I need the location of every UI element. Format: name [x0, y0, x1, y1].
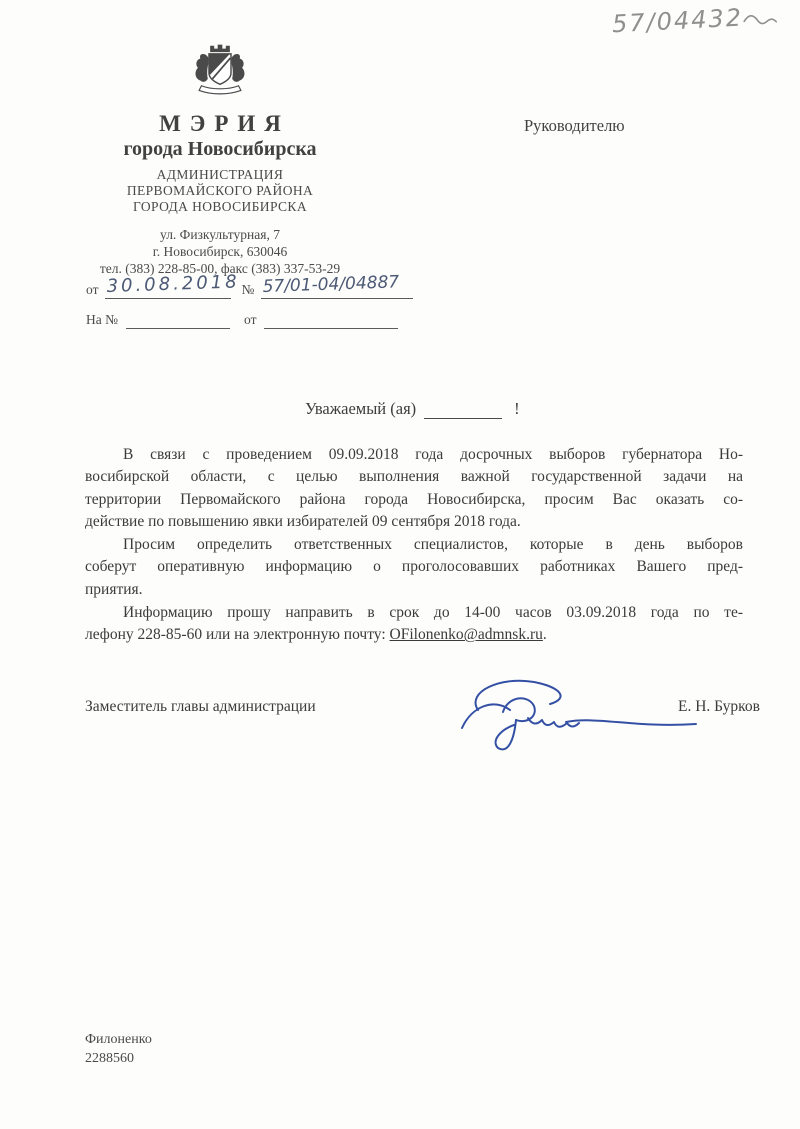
department-line: ПЕРВОМАЙСКОГО РАЙОНА — [126, 183, 314, 198]
paragraph-2 — [85, 534, 743, 601]
signature-row — [85, 698, 760, 716]
salutation-line — [305, 399, 520, 419]
incoming-reference-row — [86, 311, 406, 329]
body-line: территории Первомайского района города Новосибирска, просим Вас оказать со- — [85, 490, 743, 508]
handwritten-date: 30.08.2018 — [106, 271, 241, 297]
recipient-label: Руководителю — [524, 116, 625, 135]
handwritten-registration-number — [611, 2, 777, 39]
novosibirsk-coat-of-arms-icon — [191, 42, 249, 104]
body-line: Информацию прошу направить в срок до 14-00 часов 03.09.2018 года по те- — [123, 604, 743, 622]
body-line: действие по повышению явки избирателей 09 сентября 2018 года. — [85, 512, 521, 530]
in-num-label: На № — [86, 312, 118, 327]
city-postcode: г. Новосибирск, 630046 — [152, 244, 288, 259]
body-line-period: . — [542, 626, 547, 644]
body-line: соберут оперативную информацию о проголосовавших работниках Вашего пред- — [85, 558, 743, 576]
number-blank-line — [261, 272, 413, 299]
department-block — [48, 167, 392, 215]
executor-block — [85, 1030, 152, 1068]
signer-position-title: Заместитель главы администрации — [85, 698, 316, 715]
date-blank-line — [105, 271, 241, 299]
body-line: восибирской области, с целью выполнения важной государственной задачи на — [85, 468, 743, 486]
incoming-number-blank — [126, 311, 230, 329]
org-name-city: города Новосибирска — [123, 138, 317, 160]
street-address: ул. Физкультурная, 7 — [160, 227, 280, 242]
in-from-label: от — [244, 312, 257, 327]
letterhead — [48, 42, 392, 277]
letter-body — [85, 444, 743, 648]
paragraph-3 — [85, 602, 743, 647]
name-blank-line — [424, 401, 502, 419]
org-name: МЭРИЯ — [159, 111, 290, 136]
body-line: Просим определить ответственных специалистов, которые в день выборов — [123, 536, 743, 554]
department-line: ГОРОДА НОВОСИБИРСКА — [132, 199, 307, 214]
phone-fax-line: тел. (383) 228-85-00, факс (383) 337-53-29 — [99, 261, 341, 276]
handwritten-outgoing-number: 57/01-04/04887 — [262, 272, 400, 297]
body-line: В связи с проведением 09.09.2018 года досрочных выборов губернатора Но- — [123, 446, 743, 463]
pen-flourish — [743, 12, 778, 30]
executor-name: Филоненко — [85, 1032, 152, 1047]
out-from-label: от — [86, 282, 99, 297]
salutation-text: Уважаемый (ая) — [305, 399, 417, 418]
salutation-exclamation: ! — [514, 399, 520, 418]
body-line-text: лефону 228-85-60 или на электронную почту: — [85, 626, 390, 644]
address-block — [48, 226, 392, 277]
department-line: АДМИНИСТРАЦИЯ — [156, 167, 284, 182]
signer-name: Е. Н. Бурков — [678, 698, 760, 715]
registration-number-text: 57/04432 — [611, 3, 744, 39]
paragraph-1 — [85, 444, 743, 533]
body-line: приятия. — [85, 580, 143, 598]
executor-phone: 2288560 — [85, 1051, 134, 1066]
email-address: OFilonenko@admnsk.ru — [389, 626, 543, 644]
number-sign-label: № — [241, 282, 255, 297]
outgoing-reference-row — [86, 271, 422, 299]
incoming-date-blank — [264, 311, 398, 329]
body-line — [85, 624, 743, 646]
